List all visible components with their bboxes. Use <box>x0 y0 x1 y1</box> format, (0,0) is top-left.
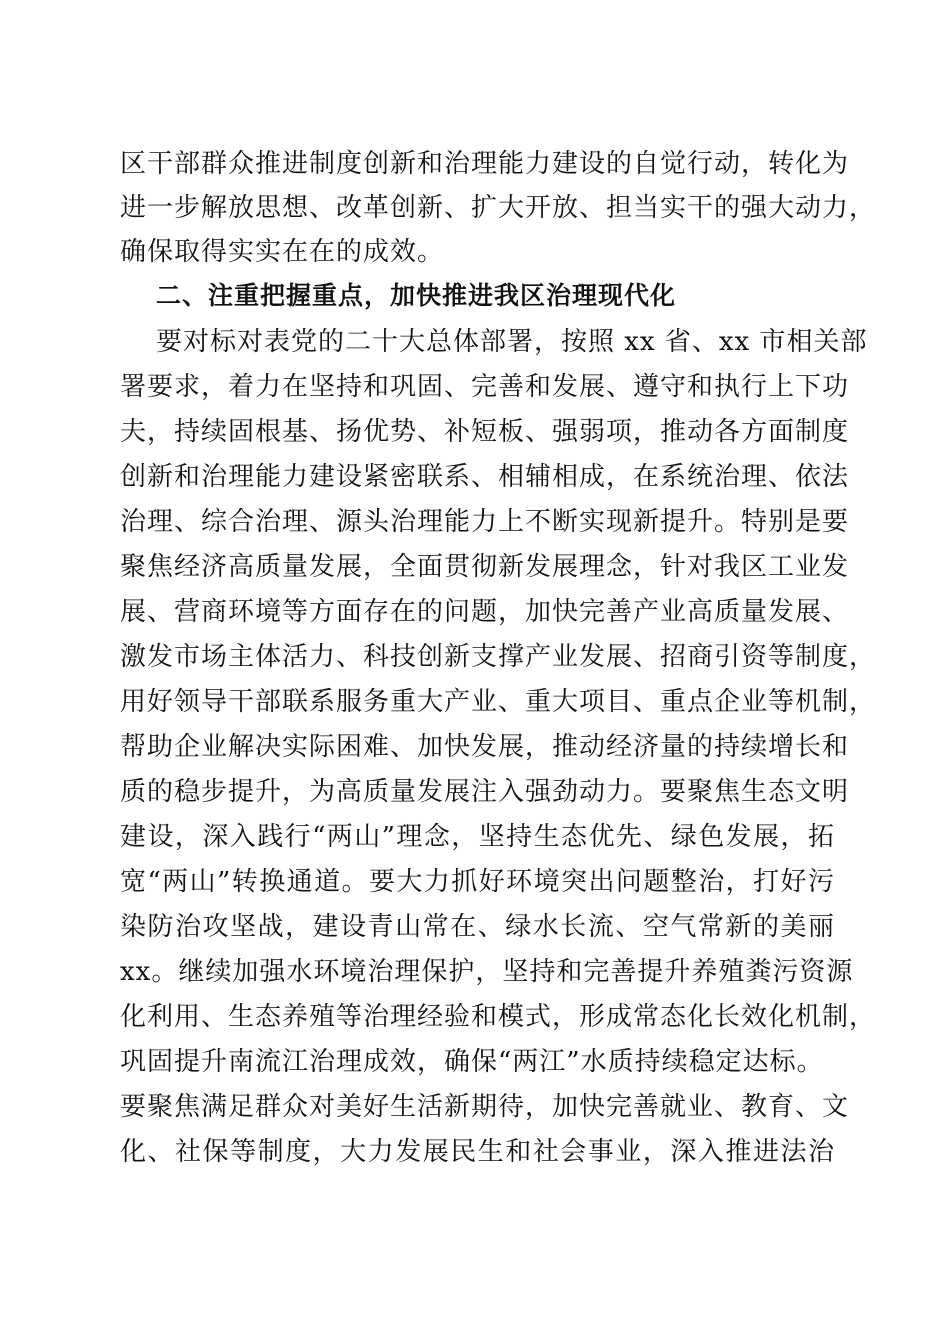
section2-line: 要聚焦满足群众对美好生活新期待，加快完善就业、教育、文 <box>120 1092 850 1122</box>
section2-line: 宽“两山”转换通道。要大力抓好环境突出问题整治，打好污 <box>120 867 835 897</box>
section2-line: 化利用、生态养殖等治理经验和模式，形成常态化长效化机制， <box>120 1002 877 1032</box>
section2-line: 展、营商环境等方面存在的问题，加快完善产业高质量发展、 <box>120 597 850 627</box>
section2-line: 夫，持续固根基、扬优势、补短板、强弱项，推动各方面制度 <box>120 417 850 447</box>
paragraph1-line: 进一步解放思想、改革创新、扩大开放、担当实干的强大动力， <box>120 193 877 223</box>
section2-line: 化、社保等制度，大力发展民生和社会事业，深入推进法治 <box>120 1137 835 1167</box>
section2-line: 聚焦经济高质量发展，全面贯彻新发展理念，针对我区工业发 <box>120 552 850 582</box>
section2-line: 创新和治理能力建设紧密联系、相辅相成，在系统治理、依法 <box>120 462 850 492</box>
section2-line: xx。继续加强水环境治理保护，坚持和完善提升养殖粪污资源 <box>120 957 854 987</box>
section2-line: 激发市场主体活力、科技创新支撑产业发展、招商引资等制度， <box>120 642 877 672</box>
section2-line: 治理、综合治理、源头治理能力上不断实现新提升。特别是要 <box>120 507 850 537</box>
section2-line: 署要求，着力在坚持和巩固、完善和发展、遵守和执行上下功 <box>120 372 850 402</box>
paragraph1-line: 确保取得实实在在的成效。 <box>120 237 445 267</box>
section2-line: 质的稳步提升，为高质量发展注入强劲动力。要聚焦生态文明 <box>120 777 850 807</box>
section2-line: 用好领导干部联系服务重大产业、重大项目、重点企业等机制， <box>120 687 877 717</box>
section2-line: 建设，深入践行“两山”理念，坚持生态优先、绿色发展，拓 <box>120 822 835 852</box>
section2-line: 帮助企业解决实际困难、加快发展，推动经济量的持续增长和 <box>120 732 850 762</box>
section2-line: 要对标对表党的二十大总体部署，按照 xx 省、xx 市相关部 <box>156 327 868 357</box>
section-heading: 二、注重把握重点，加快推进我区治理现代化 <box>156 281 677 310</box>
section2-line: 染防治攻坚战，建设青山常在、绿水长流、空气常新的美丽 <box>120 912 835 942</box>
paragraph1-line: 区干部群众推进制度创新和治理能力建设的自觉行动，转化为 <box>120 149 850 179</box>
section2-line: 巩固提升南流江治理成效，确保“两江”水质持续稳定达标。 <box>120 1047 824 1077</box>
